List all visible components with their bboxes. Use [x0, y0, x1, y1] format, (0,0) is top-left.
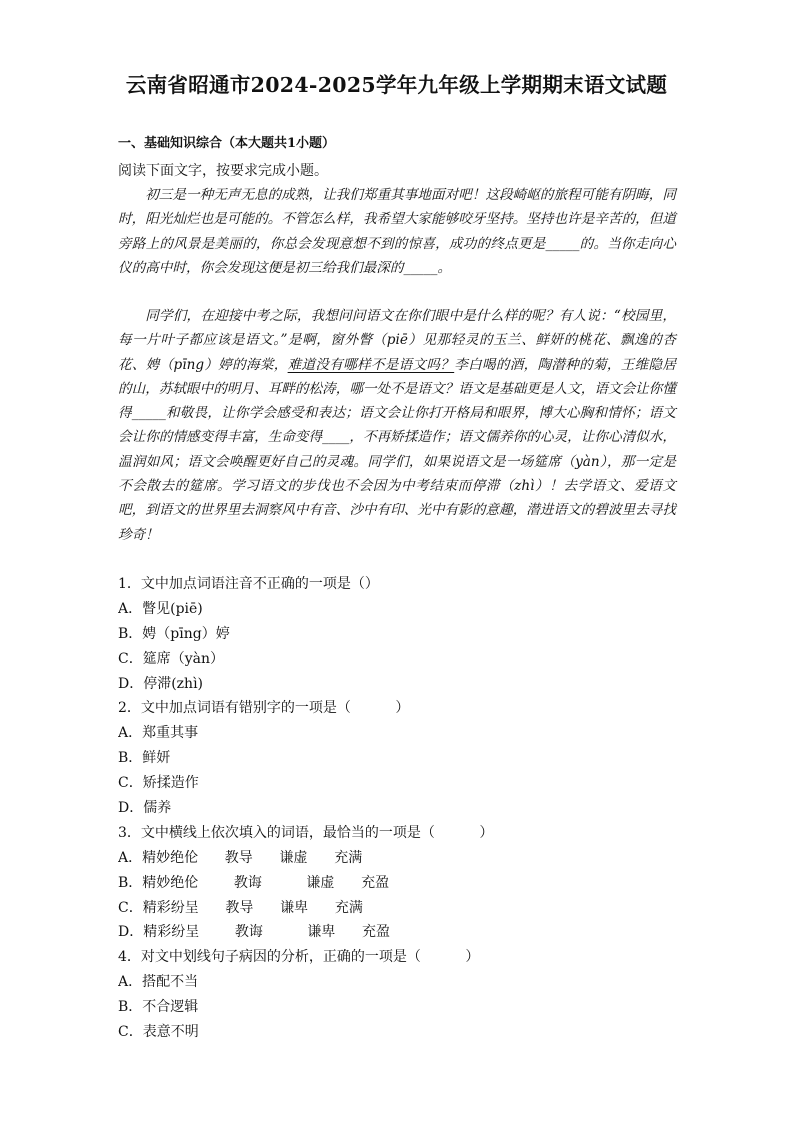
question-4-option-b: B．不合逻辑 [118, 999, 199, 1016]
section-heading: 一、基础知识综合（本大题共1小题） [118, 136, 336, 151]
passage-text: 同学们，在迎接中考之际，我想问问语文在你们眼中是什么样的呢？有人说：“校园里，每一片叶子都应该是语文。”是啊，窗外瞥（piē）见那轻灵的玉兰、鲜妍的桃花、飘逸的杏花、娉（pīng）婷的海棠， [118, 308, 676, 373]
underlined-sentence: 难道没有哪样不是语文吗？ [287, 356, 455, 373]
question-3-option-a: A．精妙绝伦 教导 谦虚 充满 [118, 849, 363, 866]
question-4-option-c: C．表意不明 [118, 1024, 199, 1041]
question-3-option-b: B．精妙绝伦 教诲 谦虚 充盈 [118, 874, 390, 891]
passage-text: 李白喝的酒，陶潜种的菊，王维隐居的山，苏轼眼中的明月、耳畔的松涛，哪一处不是语文？语文是基础更是人文，语文会让你懂得_____和敬畏，让你学会感受和表达；语文会让你打开格局和眼界，博大心胸和情怀；语文会让你的情感变得丰富，生命变得____，不再矫揉造作；语文儒养你的心灵，让你心清似水，温润如风；语文会唤醒更好自己的灵魂。同学们，如果说语文是一场筵席（yàn），那一定是不会散去的筵席。学习语文的步伐也不会因为中考结束而停滞（zhì）！去学语文、爱语文吧，到语文的世界里去洞察风中有音、沙中有印、光中有影的意趣，潜进语文的碧波里去寻找珍奇！ [118, 356, 676, 543]
question-2-stem: 2．文中加点词语有错别字的一项是（ ） [118, 700, 410, 717]
question-1-option-c: C．筵席（yàn） [118, 650, 224, 667]
question-3-stem: 3．文中横线上依次填入的词语，最恰当的一项是（ ） [118, 824, 494, 841]
question-2-option-a: A．郑重其事 [118, 725, 199, 742]
question-3-option-d: D．精彩纷呈 教诲 谦卑 充盈 [118, 924, 391, 941]
passage-paragraph-1: 初三是一种无声无息的成熟，让我们郑重其事地面对吧！这段崎岖的旅程可能有阴晦，同时，阳光灿烂也是可能的。不管怎么样，我希望大家能够咬牙坚持。坚持也许是辛苦的，但道旁路上的风景是美丽的，你总会发现意想不到的惊喜，成功的终点更是_____的。当你走向心仪的高中时，你会发现这便是初三给我们最深的_____。 [118, 187, 676, 276]
passage-paragraph-2 [118, 304, 676, 547]
question-list [118, 572, 678, 1045]
question-2-option-d: D．儒养 [118, 800, 172, 817]
question-1-option-a: A．瞥见(piē) [118, 600, 203, 617]
question-4-option-a: A．搭配不当 [118, 974, 199, 991]
question-1-stem: 1．文中加点词语注音不正确的一项是（） [118, 576, 379, 592]
document-title: 云南省昭通市2024-2025学年九年级上学期期末语文试题 [125, 73, 668, 97]
question-3-option-c: C．精彩纷呈 教导 谦卑 充满 [118, 899, 363, 916]
reading-instruction: 阅读下面文字，按要求完成小题。 [118, 163, 328, 179]
question-1-option-d: D．停滞(zhì) [118, 675, 204, 692]
question-4-stem: 4．对文中划线句子病因的分析，正确的一项是（ ） [118, 949, 480, 966]
question-2-option-c: C．矫揉造作 [118, 775, 199, 792]
question-1-option-b: B．娉（pīng）婷 [118, 625, 230, 642]
question-2-option-b: B．鲜妍 [118, 750, 171, 767]
